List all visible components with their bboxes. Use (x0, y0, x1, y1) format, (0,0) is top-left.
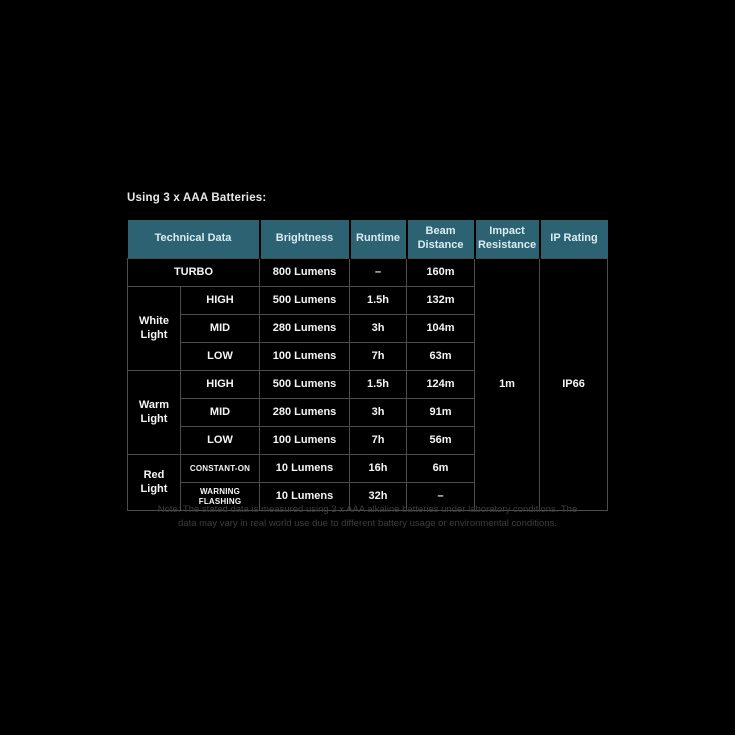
runtime-cell: 3h (350, 399, 407, 427)
mode-cell: HIGH (181, 371, 260, 399)
beam-distance-cell: 124m (407, 371, 475, 399)
runtime-cell: 3h (350, 315, 407, 343)
runtime-cell: 1.5h (350, 371, 407, 399)
header-row (128, 220, 608, 259)
runtime-cell: 7h (350, 343, 407, 371)
runtime-cell: – (350, 259, 407, 287)
brightness-cell: 10 Lumens (260, 455, 350, 483)
mode-cell: HIGH (181, 287, 260, 315)
brightness-cell: 500 Lumens (260, 371, 350, 399)
beam-distance-cell: 56m (407, 427, 475, 455)
footnote-line-2: data may vary in real world use due to different battery usage or environmental conditions. (178, 518, 557, 530)
mode-cell: CONSTANT-ON (181, 455, 260, 483)
mode-cell: WARNING FLASHING (181, 483, 260, 511)
beam-distance-cell: 160m (407, 259, 475, 287)
impact-resistance-value: 1m (475, 259, 540, 511)
group-cell-warm-light: Warm Light (128, 371, 181, 455)
footnote-line-1: Note: The stated data is measured using 3 x AAA alkaline batteries under laboratory conditions. The (157, 504, 578, 515)
brightness-cell: 10 Lumens (260, 483, 350, 511)
mode-cell: MID (181, 315, 260, 343)
brightness-cell: 800 Lumens (260, 259, 350, 287)
header-brightness: Brightness (260, 220, 350, 259)
mode-cell: LOW (181, 427, 260, 455)
brightness-cell: 280 Lumens (260, 315, 350, 343)
beam-distance-cell: 104m (407, 315, 475, 343)
brightness-cell: 100 Lumens (260, 427, 350, 455)
brightness-cell: 500 Lumens (260, 287, 350, 315)
header-ip-rating: IP Rating (540, 220, 608, 259)
technical-data-table (127, 220, 608, 511)
group-cell-red-light: Red Light (128, 455, 181, 511)
footnote (0, 503, 735, 532)
beam-distance-cell: 6m (407, 455, 475, 483)
runtime-cell: 7h (350, 427, 407, 455)
runtime-cell: 32h (350, 483, 407, 511)
brightness-cell: 100 Lumens (260, 343, 350, 371)
beam-distance-cell: 63m (407, 343, 475, 371)
runtime-cell: 16h (350, 455, 407, 483)
runtime-cell: 1.5h (350, 287, 407, 315)
brightness-cell: 280 Lumens (260, 399, 350, 427)
beam-distance-cell: 132m (407, 287, 475, 315)
section-title: Using 3 x AAA Batteries: (127, 192, 267, 204)
beam-distance-cell: – (407, 483, 475, 511)
header-technical-data: Technical Data (128, 220, 260, 259)
header-runtime: Runtime (350, 220, 407, 259)
group-cell-white-light: White Light (128, 287, 181, 371)
header-impact-resistance: Impact Resistance (475, 220, 540, 259)
header-beam-distance: Beam Distance (407, 220, 475, 259)
ip-rating-value: IP66 (540, 259, 608, 511)
mode-cell: TURBO (128, 259, 260, 287)
beam-distance-cell: 91m (407, 399, 475, 427)
table-row-turbo (128, 259, 608, 287)
mode-cell: MID (181, 399, 260, 427)
mode-cell: LOW (181, 343, 260, 371)
